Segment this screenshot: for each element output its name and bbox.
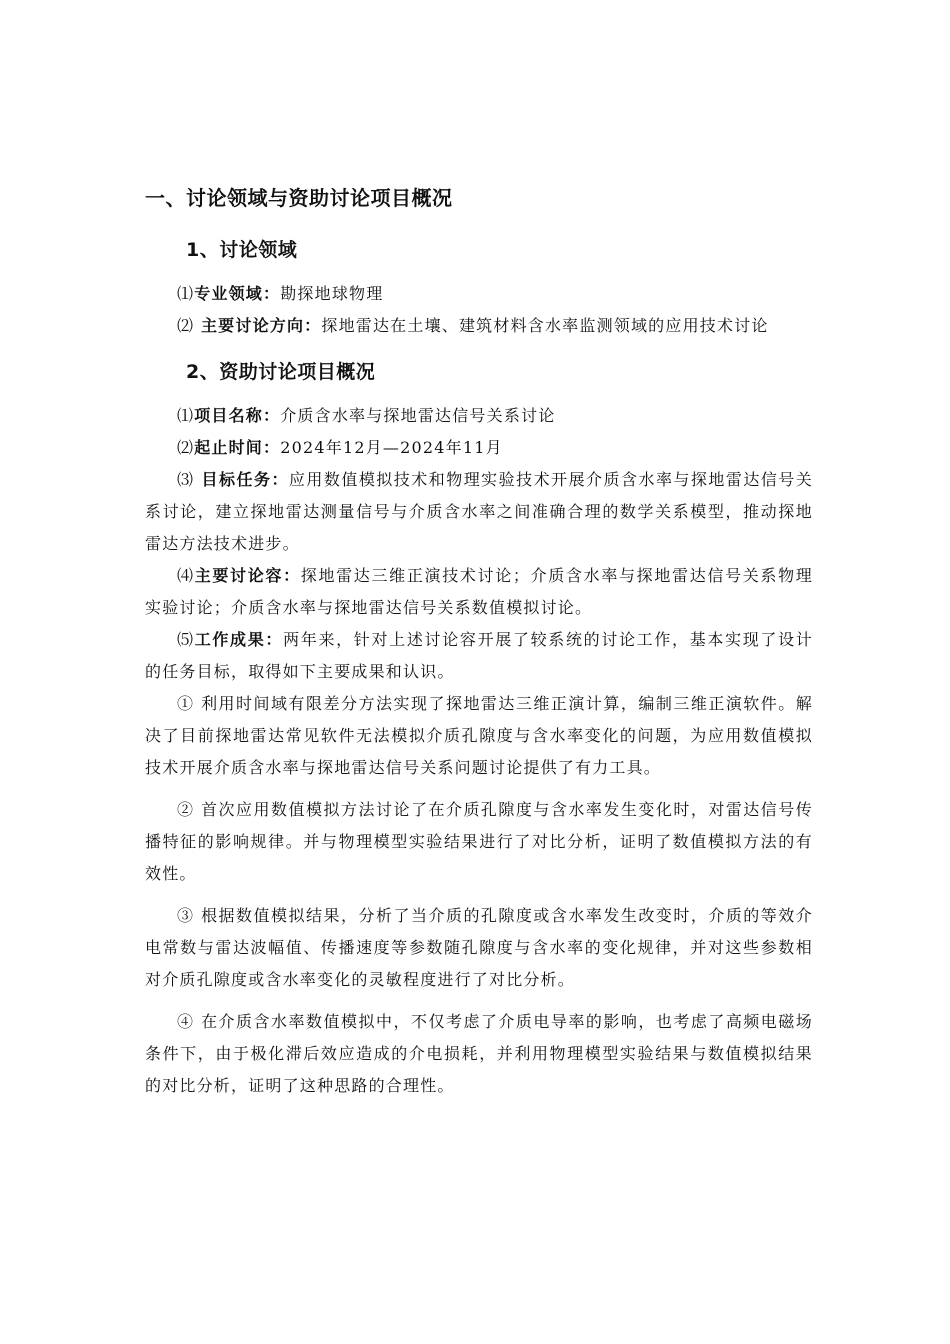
item-label: 工作成果： — [194, 630, 284, 649]
field-direction-item — [145, 310, 813, 342]
subsection-heading-research-field: 1、讨论领域 — [186, 239, 298, 261]
item-text: 2024年12月—2024年11月 — [280, 438, 503, 457]
item-number: ⑴ — [177, 284, 195, 303]
project-name-item — [145, 400, 813, 432]
field-specialty-item — [145, 278, 813, 310]
project-content-item — [145, 560, 813, 624]
project-goal-item — [145, 464, 813, 560]
item-number: ⑴ — [177, 406, 195, 425]
item-number: ⑷ — [177, 566, 195, 585]
item-text: 探地雷达在土壤、建筑材料含水率监测领域的应用技术讨论 — [321, 316, 769, 335]
item-number: ⑵ — [177, 316, 195, 335]
item-text: 勘探地球物理 — [280, 284, 384, 303]
result-paragraph-2: ② 首次应用数值模拟方法讨论了在介质孔隙度与含水率发生变化时，对雷达信号传播特征的影响规律。并与物理模型实验结果进行了对比分析，证明了数值模拟方法的有效性。 — [145, 800, 813, 883]
subsection-heading-project-overview: 2、资助讨论项目概况 — [186, 361, 376, 383]
item-number: ⑵ — [177, 438, 195, 457]
section-heading: 一、讨论领域与资助讨论项目概况 — [145, 186, 453, 210]
project-period-item — [145, 432, 813, 464]
item-text: 探地雷达三维正演技术讨论；介质含水率与探地雷达信号关系物理实验讨论；介质含水率与探地雷达信号关系数值模拟讨论。 — [145, 566, 813, 617]
result-paragraph-3: ③ 根据数值模拟结果，分析了当介质的孔隙度或含水率发生改变时，介质的等效介电常数与雷达波幅值、传播速度等参数随孔隙度与含水率的变化规律，并对这些参数相对介质孔隙度或含水率变化的灵敏程度进行了对比分析。 — [145, 906, 813, 989]
item-label: 专业领域： — [194, 284, 281, 303]
item-label: 目标任务： — [194, 470, 289, 489]
item-label: 起止时间： — [194, 438, 281, 457]
item-text: 应用数值模拟技术和物理实验技术开展介质含水率与探地雷达信号关系讨论，建立探地雷达测量信号与介质含水率之间准确合理的数学关系模型，推动探地雷达方法技术进步。 — [145, 470, 813, 553]
item-text: 两年来，针对上述讨论容开展了较系统的讨论工作，基本实现了设计的任务目标，取得如下主要成果和认识。 — [145, 630, 813, 681]
document-page — [145, 178, 813, 1102]
item-label: 主要讨论容： — [194, 566, 301, 585]
item-text: 介质含水率与探地雷达信号关系讨论 — [280, 406, 556, 425]
item-number: ⑸ — [177, 630, 195, 649]
item-label: 项目名称： — [194, 406, 281, 425]
result-paragraph-1: ① 利用时间域有限差分方法实现了探地雷达三维正演计算，编制三维正演软件。解决了目前探地雷达常见软件无法模拟介质孔隙度与含水率变化的问题，为应用数值模拟技术开展介质含水率与探地雷达信号关系问题讨论提供了有力工具。 — [145, 694, 813, 777]
result-paragraph-4: ④ 在介质含水率数值模拟中，不仅考虑了介质电导率的影响，也考虑了高频电磁场条件下，由于极化滞后效应造成的介电损耗，并利用物理模型实验结果与数值模拟结果的对比分析，证明了这种思路的合理性。 — [145, 1012, 813, 1095]
item-label: 主要讨论方向： — [194, 316, 322, 335]
item-number: ⑶ — [177, 470, 195, 489]
project-results-item — [145, 624, 813, 688]
